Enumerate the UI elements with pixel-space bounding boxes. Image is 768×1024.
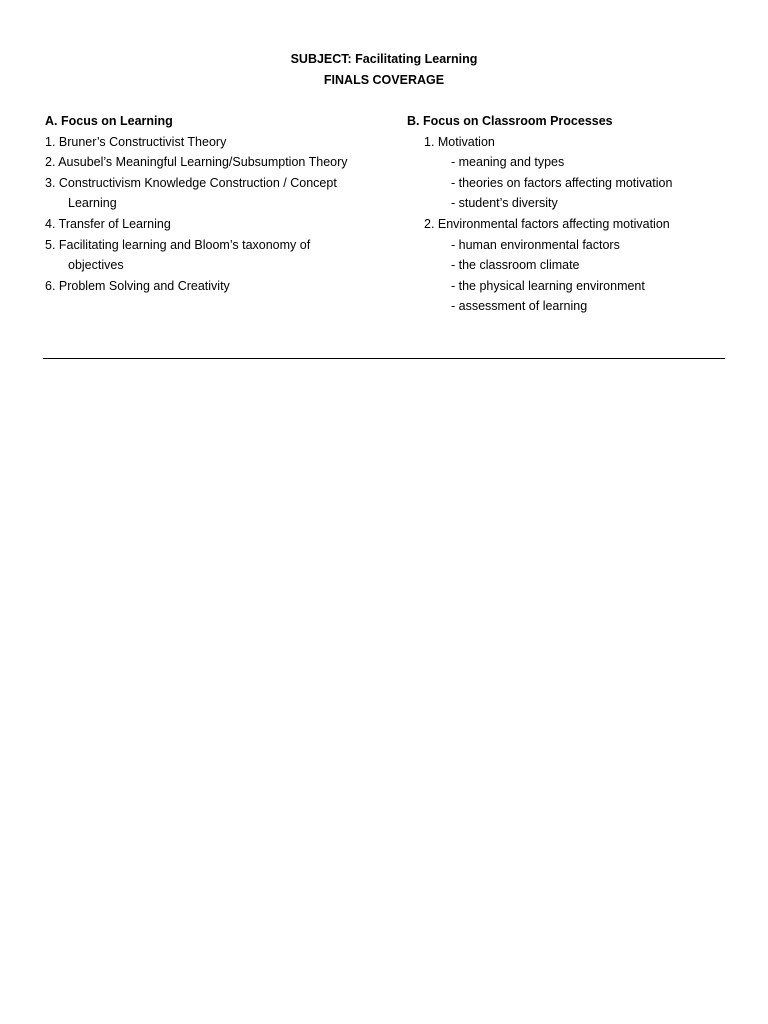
list-item-continuation: Learning xyxy=(68,196,117,211)
environment-title: 2. Environmental factors affecting motivation xyxy=(424,216,670,231)
list-item: 4. Transfer of Learning xyxy=(45,216,171,231)
focus-on-classroom-processes-column xyxy=(407,111,737,317)
list-item: 6. Problem Solving and Creativity xyxy=(45,278,230,293)
section-a-heading: A. Focus on Learning xyxy=(45,114,173,128)
list-item: 2. Ausubel’s Meaningful Learning/Subsumption Theory xyxy=(45,155,348,170)
list-item: - assessment of learning xyxy=(451,299,588,314)
horizontal-rule xyxy=(43,358,725,359)
list-item: - human environmental factors xyxy=(451,237,620,252)
focus-on-learning-column xyxy=(45,111,375,296)
list-item: - theories on factors affecting motivation xyxy=(451,175,673,190)
list-item: - the classroom climate xyxy=(451,258,580,273)
list-item: 3. Constructivism Knowledge Construction / Concept xyxy=(45,175,337,190)
motivation-title: 1. Motivation xyxy=(424,134,495,149)
list-item-continuation: objectives xyxy=(68,258,124,273)
list-item: 5. Facilitating learning and Bloom’s taxonomy of xyxy=(45,237,311,252)
list-item: 1. Bruner’s Constructivist Theory xyxy=(45,134,227,149)
subject-title: SUBJECT: Facilitating Learning xyxy=(290,52,478,66)
section-b-heading: B. Focus on Classroom Processes xyxy=(407,114,613,128)
coverage-title: FINALS COVERAGE xyxy=(323,73,445,87)
list-item: - the physical learning environment xyxy=(451,278,645,293)
list-item: - student’s diversity xyxy=(451,196,558,211)
list-item: - meaning and types xyxy=(451,155,565,170)
